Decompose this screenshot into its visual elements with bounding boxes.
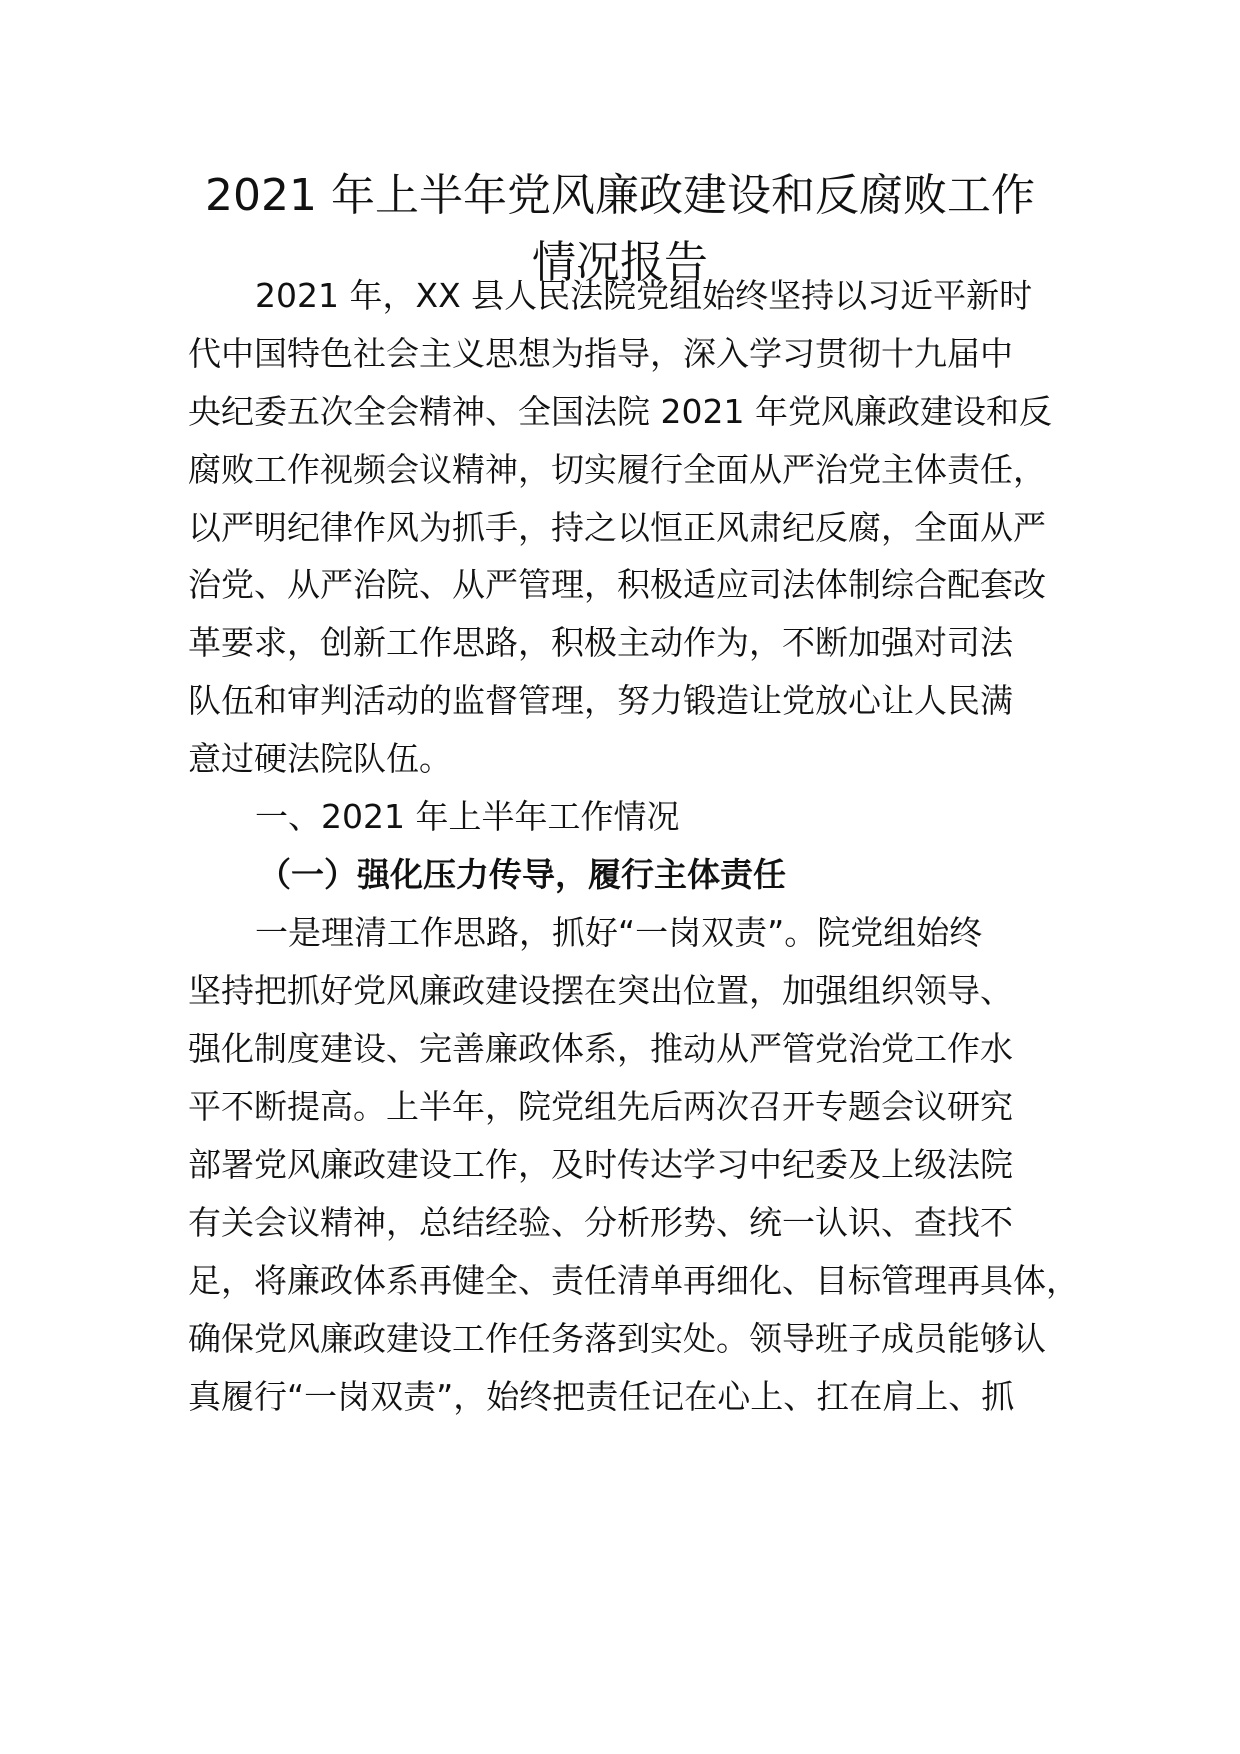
- body-line-2: 代中国特色社会主义思想为指导，深入学习贯彻十九届中: [188, 334, 1013, 373]
- body-line-7: 革要求，创新工作思路，积极主动作为，不断加强对司法: [188, 623, 1013, 662]
- document-title-line-2: 情况报告: [532, 237, 708, 288]
- body-line-4: 腐败工作视频会议精神，切实履行全面从严治党主体责任，: [188, 450, 1046, 489]
- body-line-12: 强化制度建设、完善廉政体系，推动从严管党治党工作水: [188, 1029, 1013, 1068]
- body-line-10: 一是理清工作思路，抓好“一岗双责”。院党组始终: [255, 913, 983, 952]
- body-line-15: 有关会议精神，总结经验、分析形势、统一认识、查找不: [188, 1203, 1013, 1242]
- body-line-8: 队伍和审判活动的监督管理，努力锻造让党放心让人民满: [188, 681, 1013, 720]
- body-line-13: 平不断提高。上半年，院党组先后两次召开专题会议研究: [188, 1087, 1013, 1126]
- body-line-18: 真履行“一岗双责”，始终把责任记在心上、扛在肩上、抓: [188, 1377, 1015, 1416]
- body-line-17: 确保党风廉政建设工作任务落到实处。领导班子成员能够认: [188, 1319, 1046, 1358]
- document-title-line-1: 2021 年上半年党风廉政建设和反腐败工作: [205, 170, 1035, 221]
- body-line-5: 以严明纪律作风为抓手，持之以恒正风肃纪反腐，全面从严: [188, 508, 1046, 547]
- section-heading-1: 一、2021 年上半年工作情况: [255, 797, 680, 836]
- body-line-6: 治党、从严治院、从严管理，积极适应司法体制综合配套改: [188, 565, 1046, 604]
- body-line-3: 央纪委五次全会精神、全国法院 2021 年党风廉政建设和反: [188, 392, 1052, 431]
- body-line-1: 2021 年，XX 县人民法院党组始终坚持以习近平新时: [255, 276, 1033, 315]
- body-line-14: 部署党风廉政建设工作，及时传达学习中纪委及上级法院: [188, 1145, 1013, 1184]
- body-line-11: 坚持把抓好党风廉政建设摆在突出位置，加强组织领导、: [188, 971, 1013, 1010]
- body-line-16: 足，将廉政体系再健全、责任清单再细化、目标管理再具体，: [188, 1261, 1079, 1300]
- body-line-9: 意过硬法院队伍。: [188, 739, 452, 778]
- subsection-heading-1: （一）强化压力传导，履行主体责任: [258, 855, 786, 894]
